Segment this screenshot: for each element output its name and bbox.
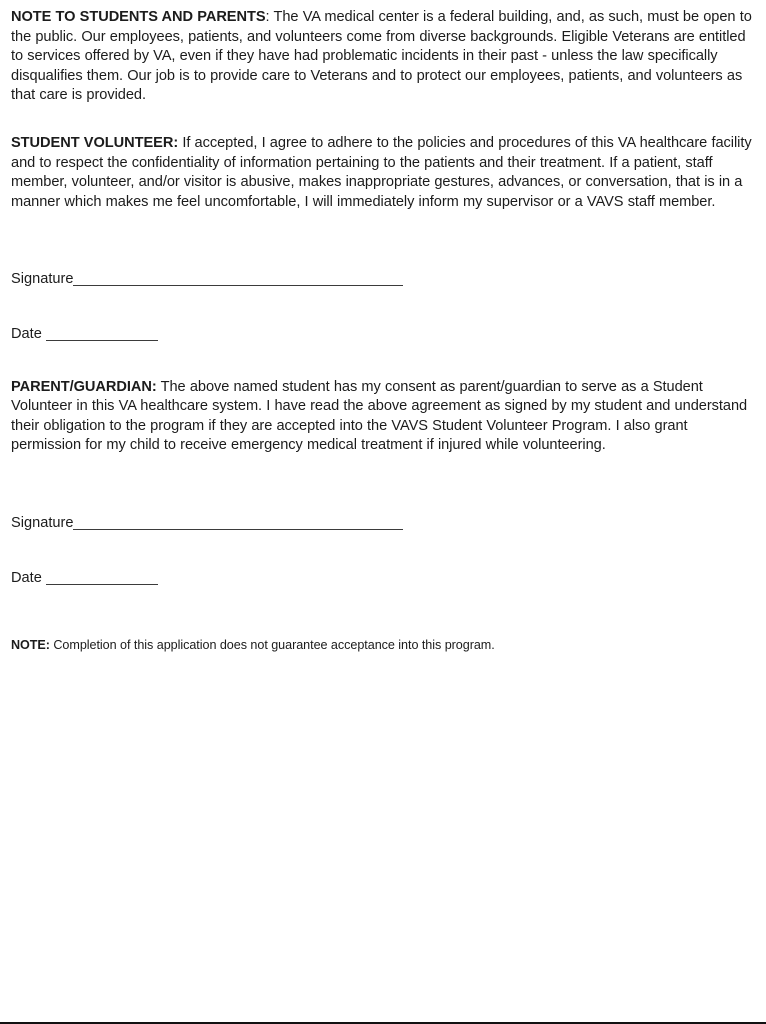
body-student-volunteer: If accepted, I agree to adhere to the policies and procedures of this VA healthcare facility and to respect the confidentiality of information pertaining to the patients and their treatment. If a patient, staff member, volunteer, and/or visitor is abusive, makes inappropriate gestures, advances, or conversation, that is in a manner which makes me feel uncomfortable, I will immediately inform my supervisor or a VAVS staff member. bbox=[11, 134, 752, 210]
footer-note-text: Completion of this application does not guarantee acceptance into this program. bbox=[49, 637, 495, 652]
parent-date-rule[interactable] bbox=[46, 584, 158, 585]
paragraph-student-volunteer bbox=[11, 134, 753, 212]
paragraph-note-to-students bbox=[11, 8, 753, 106]
spacer-before-parent-paragraph bbox=[11, 345, 753, 378]
signature-block-student bbox=[11, 270, 753, 344]
student-signature-label: Signature bbox=[11, 271, 74, 288]
spacer-student-signature-date bbox=[11, 290, 753, 325]
student-signature-line bbox=[11, 270, 753, 290]
heading-parent-guardian: PARENT/GUARDIAN: bbox=[11, 378, 157, 395]
student-date-line bbox=[11, 325, 753, 345]
student-signature-rule[interactable] bbox=[73, 285, 403, 286]
document-content bbox=[11, 8, 753, 666]
student-date-label: Date bbox=[11, 325, 42, 342]
body-note-to-students: The VA medical center is a federal building, and, as such, must be open to the public. Our employees, patients, and volunteers come from diverse backgrounds. Eligible Veterans are entitled to services offered by VA, even if they have had problematic incidents in their past - unless the law specifically disqualifies them. Our job is to provide care to Veterans and to protect our employees, patients, and volunteers as that care is provided. bbox=[11, 9, 752, 104]
signature-block-parent bbox=[11, 514, 753, 588]
parent-signature-line bbox=[11, 514, 753, 534]
spacer-before-student-signature bbox=[11, 231, 753, 270]
heading-note-to-students-separator: : bbox=[265, 9, 270, 25]
heading-note-to-students: NOTE TO STUDENTS AND PARENTS bbox=[11, 9, 266, 25]
footer-note-lead: NOTE: bbox=[11, 637, 50, 652]
spacer-before-footer-note bbox=[11, 588, 753, 624]
spacer-after-note-paragraph bbox=[11, 125, 753, 134]
parent-signature-label: Signature bbox=[11, 514, 74, 531]
heading-student-volunteer: STUDENT VOLUNTEER: bbox=[11, 134, 179, 151]
parent-date-line bbox=[11, 569, 753, 589]
parent-signature-rule[interactable] bbox=[73, 529, 403, 530]
footer-note bbox=[11, 637, 753, 654]
parent-date-label: Date bbox=[11, 569, 42, 586]
student-date-rule[interactable] bbox=[46, 340, 158, 341]
body-parent-guardian: The above named student has my consent as parent/guardian to serve as a Student Volunteer in this VA healthcare system. I have read the above agreement as signed by my student and understand their obligation to the program if they are accepted into the VAVS Student Volunteer Program. I also grant permission for my child to receive emergency medical treatment if injured while volunteering. bbox=[11, 378, 748, 454]
paragraph-parent-guardian bbox=[11, 378, 753, 456]
spacer-parent-signature-date bbox=[11, 534, 753, 569]
spacer-before-parent-signature bbox=[11, 475, 753, 514]
